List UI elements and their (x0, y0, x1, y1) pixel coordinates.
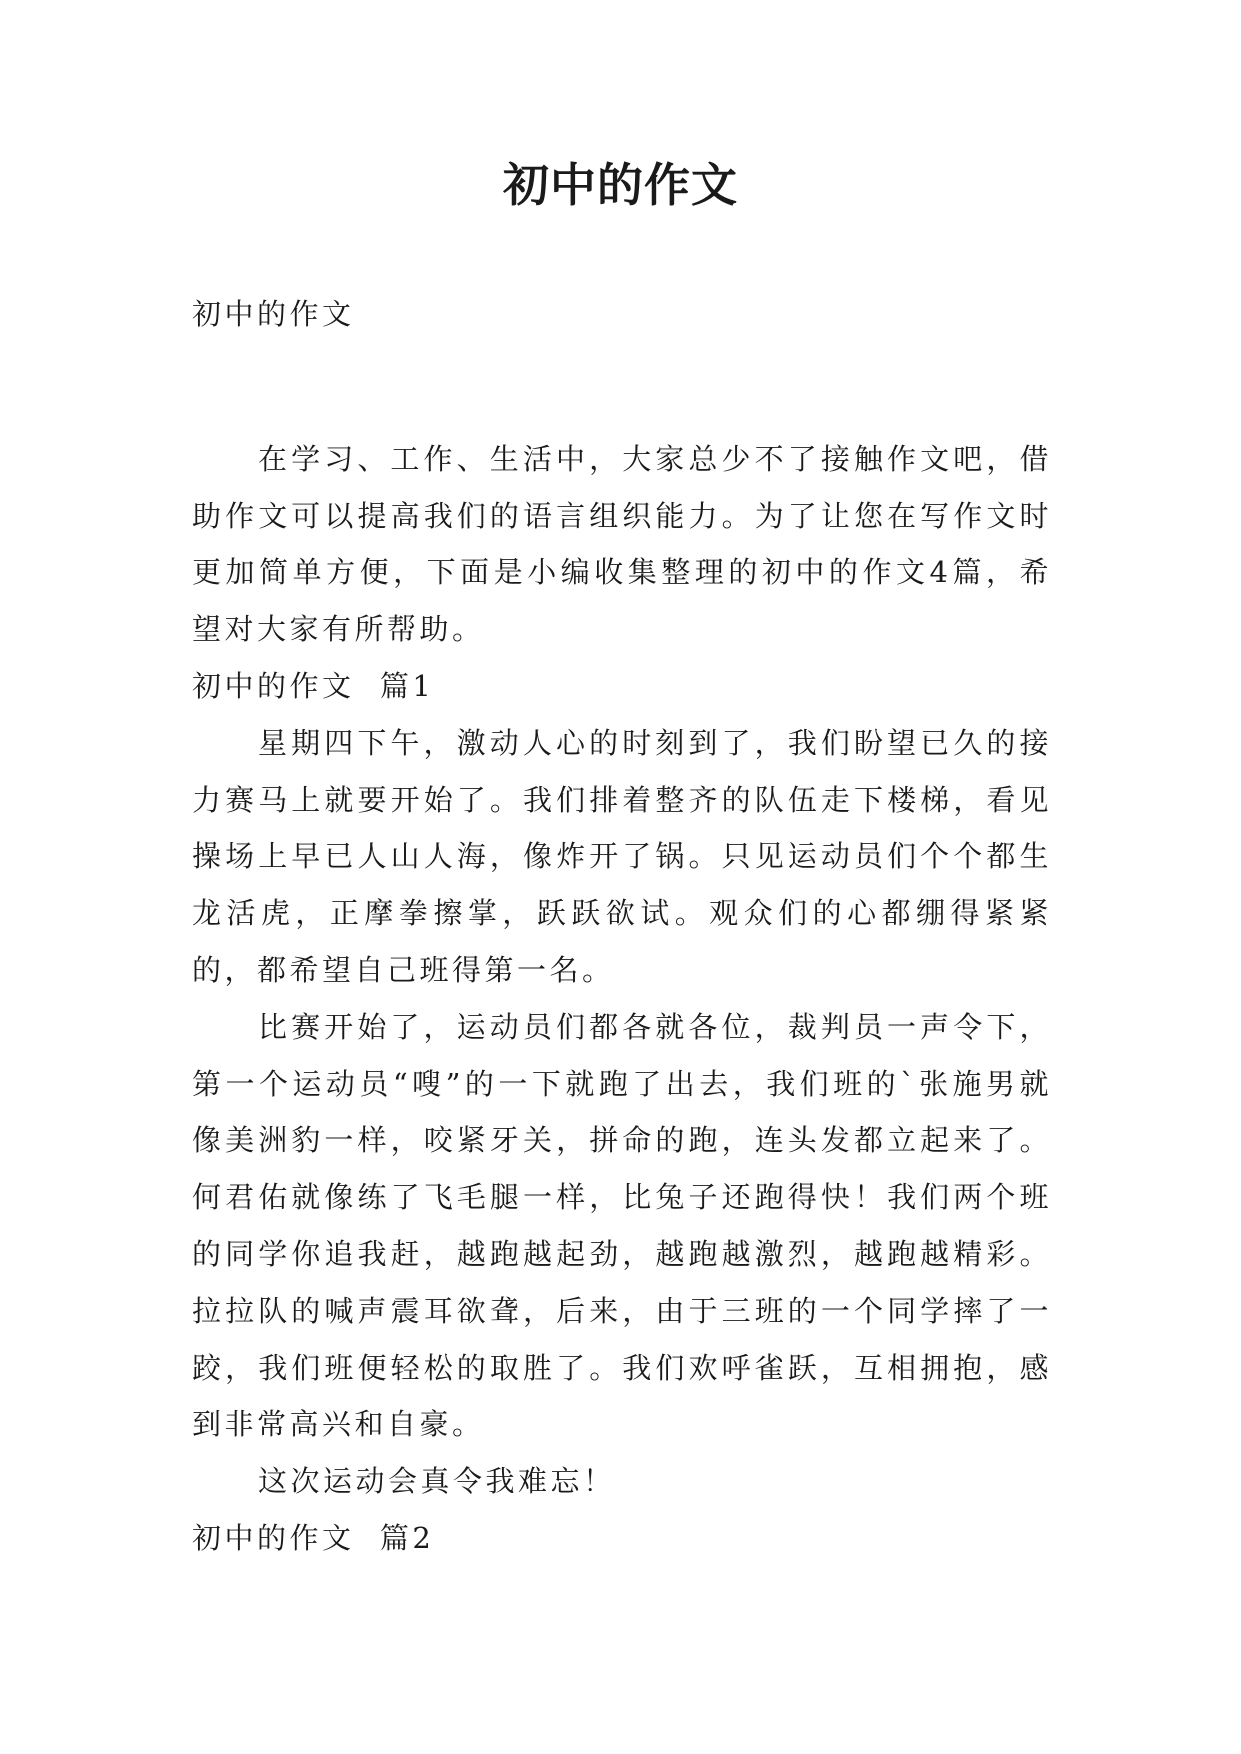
document-subtitle: 初中的作文 (192, 297, 355, 331)
section-heading-2: 初中的作文 篇2 (192, 1520, 435, 1555)
document-title: 初中的作文 (503, 158, 738, 212)
section-heading-1: 初中的作文 篇1 (192, 668, 435, 703)
section-1-paragraph-3: 这次运动会真令我难忘！ (258, 1464, 616, 1499)
section-1-paragraph-1: 星期四下午，激动人心的时刻到了，我们盼望已久的接力赛马上就要开始了。我们排着整齐的队伍走下楼梯，看见操场上早已人山人海，像炸开了锅。只见运动员们个个都生龙活虎，正摩拳擦掌，跃跃欲试。观众们的心都绷得紧紧的，都希望自己班得第一名。 (192, 725, 1052, 987)
section-1-paragraph-2: 比赛开始了，运动员们都各就各位，裁判员一声令下，第一个运动员“嗖”的一下就跑了出去，我们班的`张施男就像美洲豹一样，咬紧牙关，拼命的跑，连头发都立起来了。何君佑就像练了飞毛腿一样，比兔子还跑得快！我们两个班的同学你追我赶，越跑越起劲，越跑越激烈，越跑越精彩。拉拉队的喊声震耳欲聋，后来，由于三班的一个同学摔了一跤，我们班便轻松的取胜了。我们欢呼雀跃，互相拥抱，感到非常高兴和自豪。 (192, 1009, 1052, 1442)
intro-paragraph: 在学习、工作、生活中，大家总少不了接触作文吧，借助作文可以提高我们的语言组织能力。为了让您在写作文时更加简单方便，下面是小编收集整理的初中的作文4篇，希望对大家有所帮助。 (192, 441, 1052, 647)
document-body (192, 286, 1052, 1567)
